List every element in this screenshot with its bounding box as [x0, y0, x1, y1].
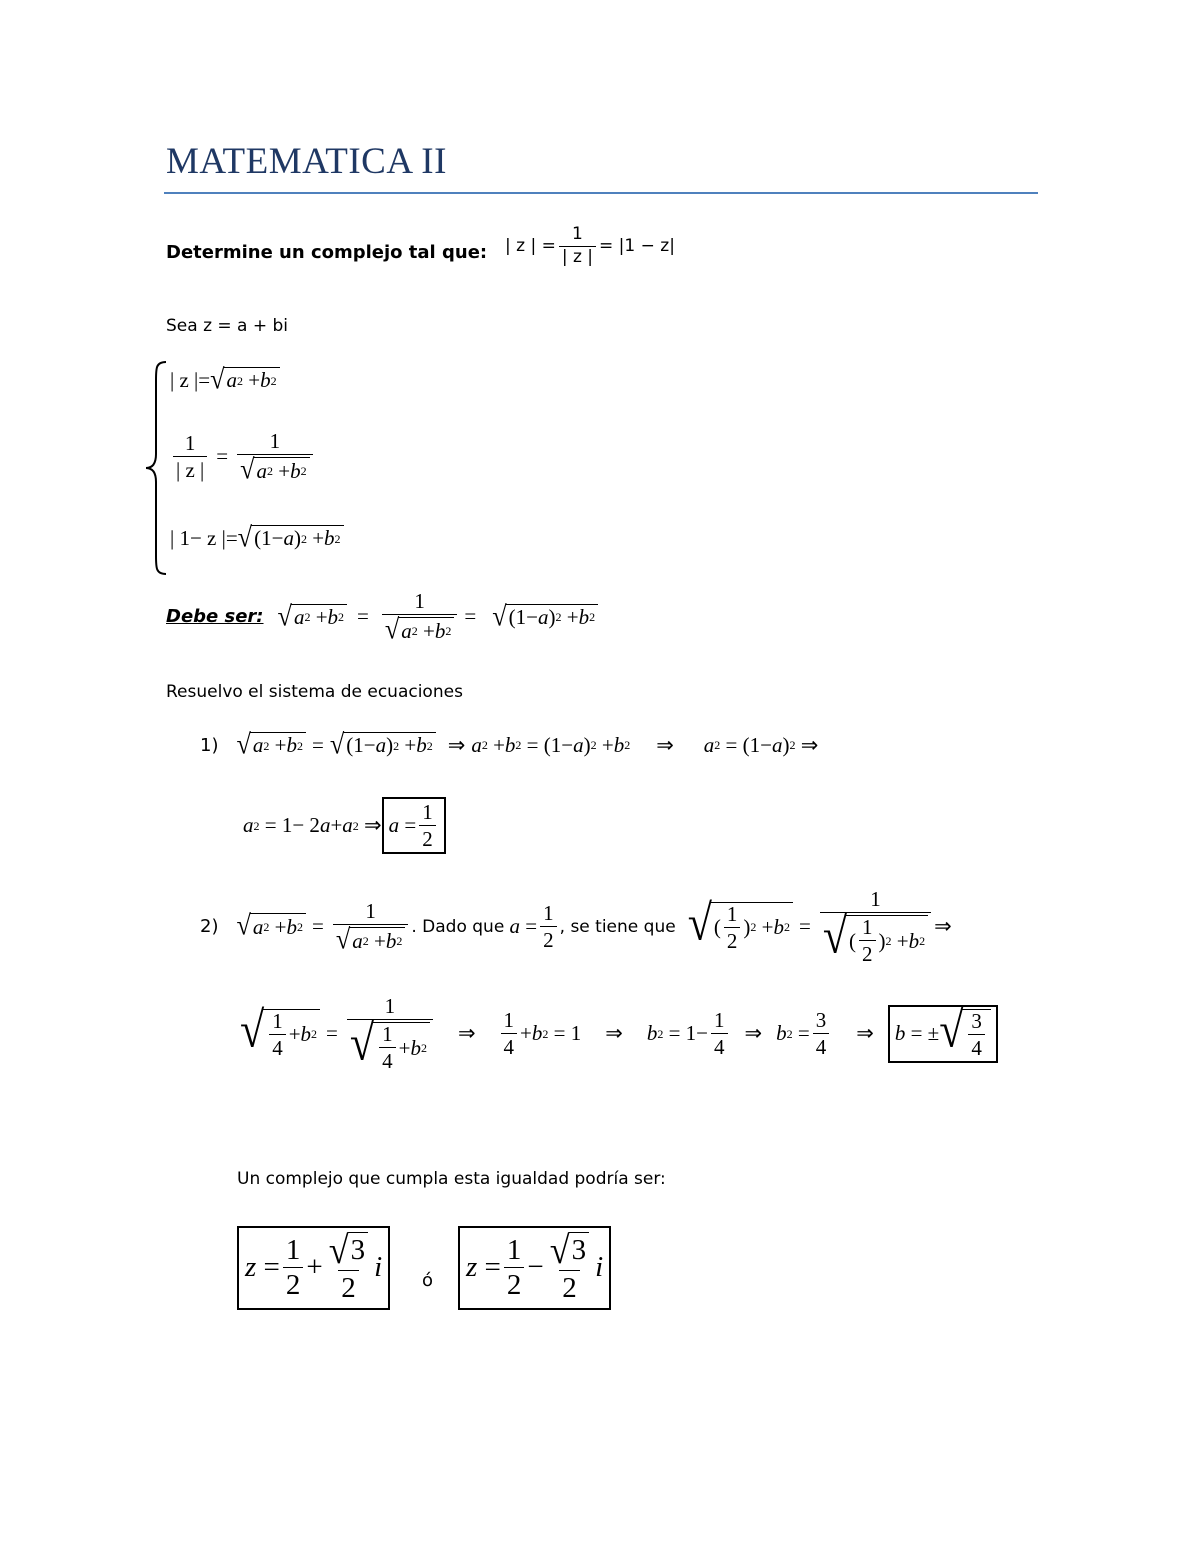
sqrt-a2b2: √ a 2 + b 2	[210, 367, 280, 393]
solve-system-text: Resuelvo el sistema de ecuaciones	[166, 682, 463, 702]
given-den: | z |	[559, 246, 596, 267]
page-title: MATEMATICA II	[166, 141, 447, 182]
step1-line2: a 2 = 1− 2 a + a 2 ⇒ a = $\frac{1}{2}$	[243, 797, 446, 854]
step1-line1: 1) √ a 2 + b 2 = √ (1− a ) 2 + b 2 ⇒ a 2 + b 2 = (1− a ) 2 + b 2 ⇒ a 2 = (1− a ) 2 ⇒	[200, 728, 819, 761]
answer-plus-box: z = $\frac{1}{2}$ + √ 3 2 i	[237, 1226, 390, 1310]
conclusion-text: Un complejo que cumpla esta igualdad podría ser:	[237, 1169, 666, 1189]
system-line-modulus	[170, 363, 280, 396]
must-be-line: Debe ser: √ a 2 + b 2 = 1 √ a 2 + b 2 = √ (1− a ) 2 + b 2	[166, 590, 598, 643]
given-that-text: . Dado que	[411, 916, 505, 937]
step1-label: 1)	[200, 734, 219, 756]
let-z-statement: Sea z = a + bi	[166, 316, 289, 336]
problem-prompt: Determine un complejo tal que:	[166, 242, 488, 263]
system-brace	[142, 358, 170, 578]
it-follows-text: , se tiene que	[559, 916, 676, 937]
given-equation	[505, 226, 675, 267]
step2-line1: 2) √ a 2 + b 2 = 1 √ a 2 + b 2 . Dado que a = $\frac{1}{2}$ , se tiene que √ ( $\frac{1}{2}$ ) 2 + b 2 = 1 √ ( $\frac{1}{2}$ ) 2 + b 2 ⇒	[200, 887, 952, 967]
answer-minus-box: z = $\frac{1}{2}$ − √ 3 2 i	[458, 1226, 611, 1310]
given-rhs: = |1 − z|	[599, 236, 675, 257]
step2-label: 2)	[200, 916, 219, 938]
system-line-reciprocal: $\frac{1}{| z |}$ = 1 √ a 2 + b 2	[170, 430, 316, 483]
system-line-one-minus-z: | 1− z |= √ (1− a ) 2 + b 2	[170, 525, 344, 551]
result-a-box: a = $\frac{1}{2}$	[382, 797, 446, 854]
must-be-label: Debe ser:	[166, 606, 264, 628]
given-fraction	[559, 226, 596, 267]
given-num: 1	[572, 224, 583, 244]
given-lhs: | z | =	[505, 236, 556, 257]
result-b-box: b = ± √ $\frac{3}{4}$	[888, 1005, 998, 1063]
or-separator: ó	[422, 1270, 434, 1291]
recip-den: | z |	[173, 456, 207, 481]
title-rule	[164, 192, 1038, 194]
recip-eq: =	[216, 444, 229, 469]
system-l1-label: | z |=	[170, 367, 211, 392]
step2-line2: √ $\frac{1}{4}$ + b 2 = 1 √ $\frac{1}{4}$ + b 2 ⇒ $\frac{1}{4}$ + b 2 = 1 ⇒ b 2 = 1− $\frac{1}{4}$ ⇒ b 2 = $\frac{3}{4}$ ⇒ b = ± √ $\frac{3}{4}$	[240, 995, 998, 1072]
recip-num: 1	[184, 431, 196, 456]
system-l3-label: | 1− z |=	[170, 525, 238, 550]
